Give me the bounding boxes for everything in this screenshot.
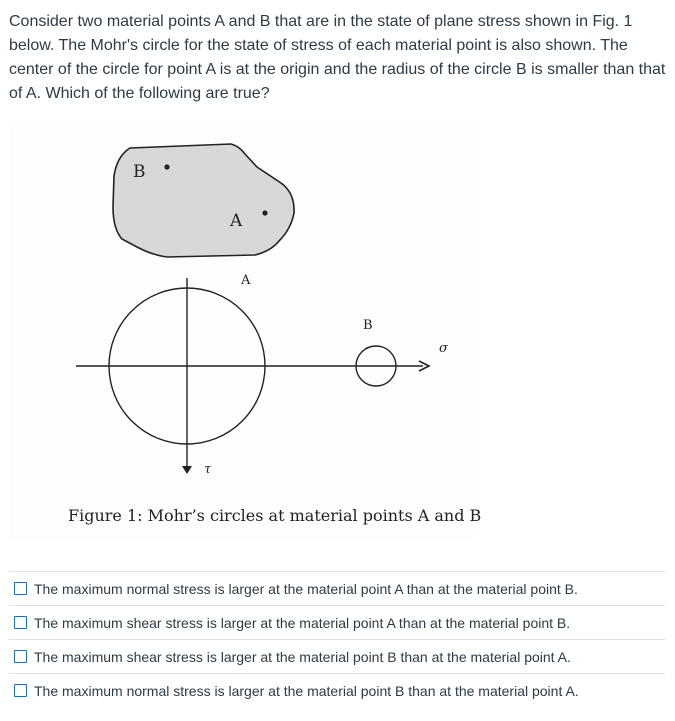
point-a-dot (262, 210, 267, 215)
option-1[interactable] (9, 571, 665, 605)
option-2-label[interactable]: The maximum shear stress is larger at the material point A than at the material point B. (34, 614, 571, 631)
figure-caption: Figure 1: Mohr’s circles at material points A and B (68, 506, 482, 525)
mohr-figure (9, 121, 482, 539)
option-4-label[interactable]: The maximum normal stress is larger at the material point B than at the material point A. (34, 682, 579, 699)
option-1-label[interactable]: The maximum normal stress is larger at the material point A than at the material point B. (34, 580, 578, 597)
sigma-label: σ (439, 341, 448, 356)
tau-label: τ (204, 462, 212, 477)
point-a-label: A (230, 211, 243, 231)
mohr-diagram (9, 121, 482, 539)
option-2[interactable] (9, 605, 665, 639)
option-2-checkbox[interactable] (14, 616, 27, 629)
answer-options (9, 571, 665, 707)
option-3-checkbox[interactable] (14, 650, 27, 663)
material-body (113, 144, 294, 257)
question-text: Consider two material points A and B that are in the state of plane stress shown in Fig. 1 below. The Mohr's circle for the state of stress of each material point is also shown. The center of the circle for point A is at the origin and the radius of the circle B is smaller than that of A. Which of the following are true? (9, 13, 666, 102)
point-b-label: B (133, 162, 146, 182)
option-3-label[interactable]: The maximum shear stress is larger at the material point B than at the material point A. (34, 648, 571, 665)
circle-b-label: B (363, 318, 373, 333)
option-4[interactable] (9, 673, 665, 707)
option-3[interactable] (9, 639, 665, 673)
option-4-checkbox[interactable] (14, 684, 27, 697)
option-1-checkbox[interactable] (14, 582, 27, 595)
point-b-dot (164, 164, 169, 169)
circle-a-label: A (241, 273, 251, 288)
tau-arrow-head (182, 466, 192, 474)
